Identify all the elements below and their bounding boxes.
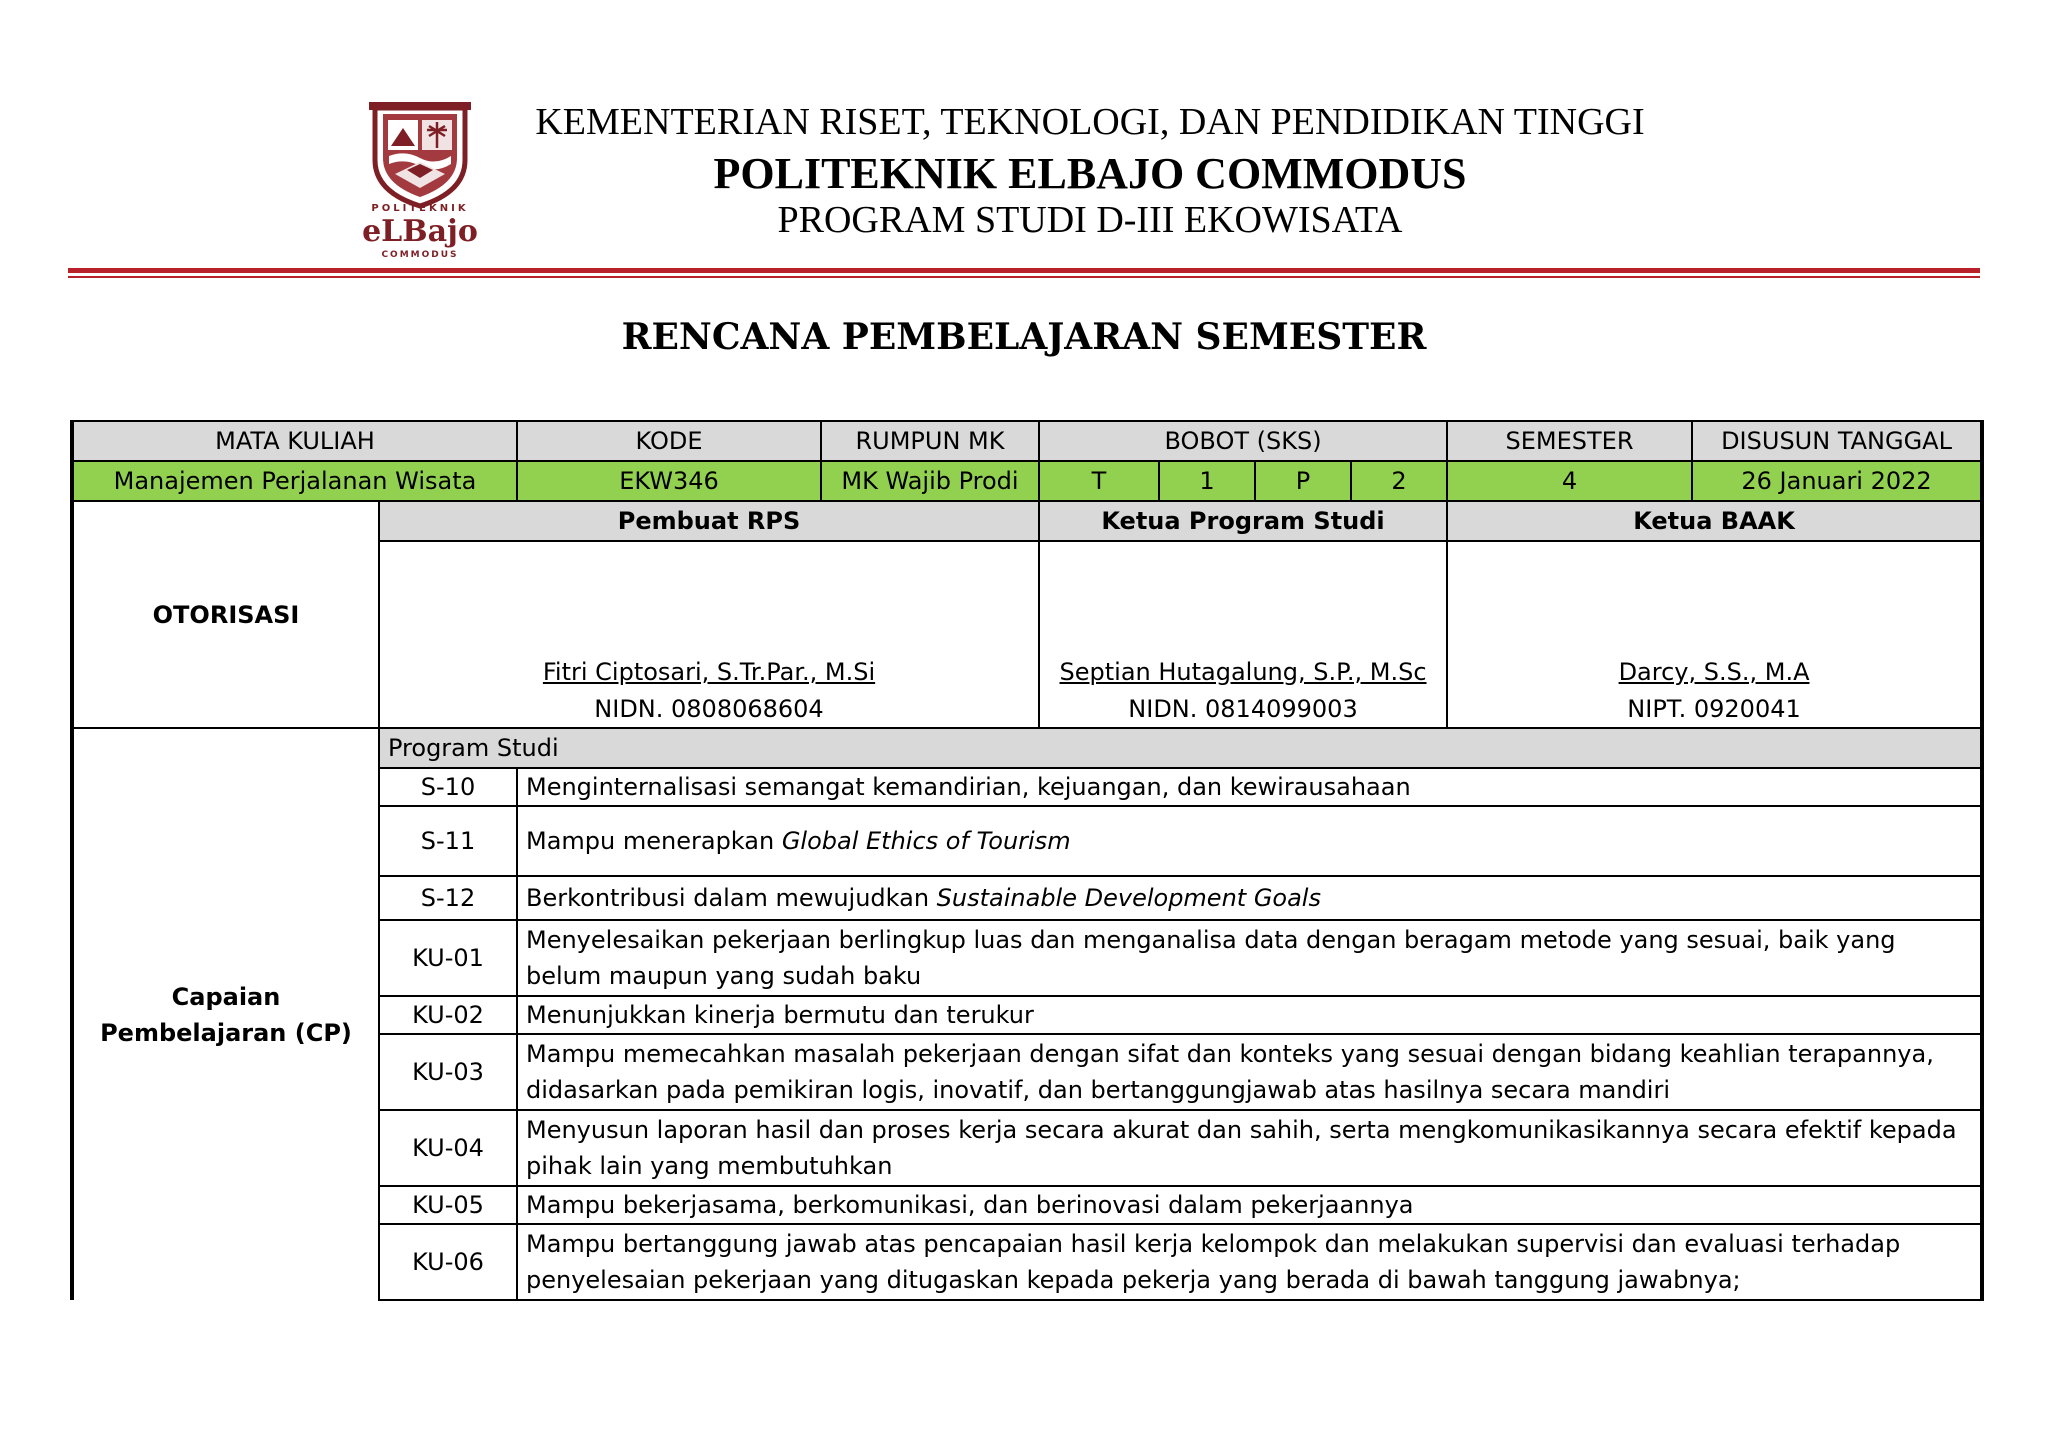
signature-space-kaprodi (1039, 541, 1447, 653)
cp-code: KU-05 (379, 1186, 517, 1224)
cp-description: Menyusun laporan hasil dan proses kerja secara akurat dan sahih, serta mengkomunikasikannya secara efektif kepada pihak lain yang membutuhkan (517, 1110, 1982, 1186)
cp-code: S-11 (379, 806, 517, 876)
cp-code: KU-01 (379, 920, 517, 996)
header-mata-kuliah: MATA KULIAH (72, 421, 517, 461)
logo-top-text: POLITEKNIK (371, 203, 469, 214)
cp-code: KU-06 (379, 1224, 517, 1300)
cp-description: Menunjukkan kinerja bermutu dan terukur (517, 996, 1982, 1034)
value-rumpun: MK Wajib Prodi (821, 461, 1039, 501)
signature-space-pembuat (379, 541, 1039, 653)
signature-space-baak (1447, 541, 1982, 653)
value-p-label: P (1255, 461, 1351, 501)
signatory-id-pembuat: NIDN. 0808068604 (379, 691, 1039, 728)
cp-description: Mampu bekerjasama, berkomunikasi, dan berinovasi dalam pekerjaannya (517, 1186, 1982, 1224)
role-pembuat: Pembuat RPS (379, 501, 1039, 541)
letterhead-divider (68, 268, 1980, 273)
otorisasi-label: OTORISASI (72, 501, 379, 728)
signatory-id-baak: NIPT. 0920041 (1447, 691, 1982, 728)
rps-table (70, 420, 1984, 1301)
course-values-row (72, 461, 1982, 501)
letterhead-divider-thin (68, 276, 1980, 278)
ministry-name: KEMENTERIAN RISET, TEKNOLOGI, DAN PENDIDIKAN TINGGI (535, 101, 1645, 143)
cp-description: Mampu memecahkan masalah pekerjaan dengan sifat dan konteks yang sesuai dengan bidang keahlian terapannya, didasarkan pada pemikiran logis, inovatif, dan bertanggungjawab atas hasilnya secara mandiri (517, 1034, 1982, 1110)
value-semester: 4 (1447, 461, 1692, 501)
value-mata-kuliah: Manajemen Perjalanan Wisata (72, 461, 517, 501)
header-tanggal: DISUSUN TANGGAL (1692, 421, 1982, 461)
cp-code: KU-02 (379, 996, 517, 1034)
program-name: PROGRAM STUDI D-III EKOWISATA (777, 199, 1403, 241)
signatory-name-baak: Darcy, S.S., M.A (1618, 658, 1810, 686)
cp-description: Berkontribusi dalam mewujudkan Sustainable Development Goals (517, 876, 1982, 920)
document-title: RENCANA PEMBELAJARAN SEMESTER (621, 316, 1427, 358)
header-kode: KODE (517, 421, 821, 461)
signatory-id-kaprodi: NIDN. 0814099003 (1039, 691, 1447, 728)
cp-code: S-10 (379, 768, 517, 806)
cp-description: Mampu bertanggung jawab atas pencapaian hasil kerja kelompok dan melakukan supervisi dan evaluasi terhadap penyelesaian pekerjaan yang ditugaskan kepada pekerja yang berada di bawah tanggung jawabnya; (517, 1224, 1982, 1300)
cp-label: Capaian Pembelajaran (CP) (72, 728, 379, 1300)
value-tanggal: 26 Januari 2022 (1692, 461, 1982, 501)
logo-main-text: eLBajo (362, 214, 478, 249)
header-semester: SEMESTER (1447, 421, 1692, 461)
cp-code: S-12 (379, 876, 517, 920)
cp-description: Menyelesaikan pekerjaan berlingkup luas dan menganalisa data dengan beragam metode yang sesuai, baik yang belum maupun yang sudah baku (517, 920, 1982, 996)
cp-description: Menginternalisasi semangat kemandirian, kejuangan, dan kewirausahaan (517, 768, 1982, 806)
cp-section-title: Program Studi (379, 728, 1982, 768)
value-kode: EKW346 (517, 461, 821, 501)
value-p: 2 (1351, 461, 1447, 501)
institution-name: POLITEKNIK ELBAJO COMMODUS (713, 149, 1467, 198)
logo-bottom-text: COMMODUS (381, 250, 459, 260)
cp-code: KU-04 (379, 1110, 517, 1186)
role-kaprodi: Ketua Program Studi (1039, 501, 1447, 541)
header-bobot: BOBOT (SKS) (1039, 421, 1447, 461)
signatory-name-pembuat: Fitri Ciptosari, S.Tr.Par., M.Si (542, 658, 876, 686)
cp-description: Mampu menerapkan Global Ethics of Tourism (517, 806, 1982, 876)
cp-section-row (72, 728, 1982, 768)
cp-code: KU-03 (379, 1034, 517, 1110)
otorisasi-role-row (72, 501, 1982, 541)
course-header-row (72, 421, 1982, 461)
header-rumpun: RUMPUN MK (821, 421, 1039, 461)
value-t-label: T (1039, 461, 1159, 501)
signatory-name-kaprodi: Septian Hutagalung, S.P., M.Sc (1059, 658, 1427, 686)
value-t: 1 (1159, 461, 1255, 501)
role-baak: Ketua BAAK (1447, 501, 1982, 541)
letterhead (0, 0, 2048, 280)
